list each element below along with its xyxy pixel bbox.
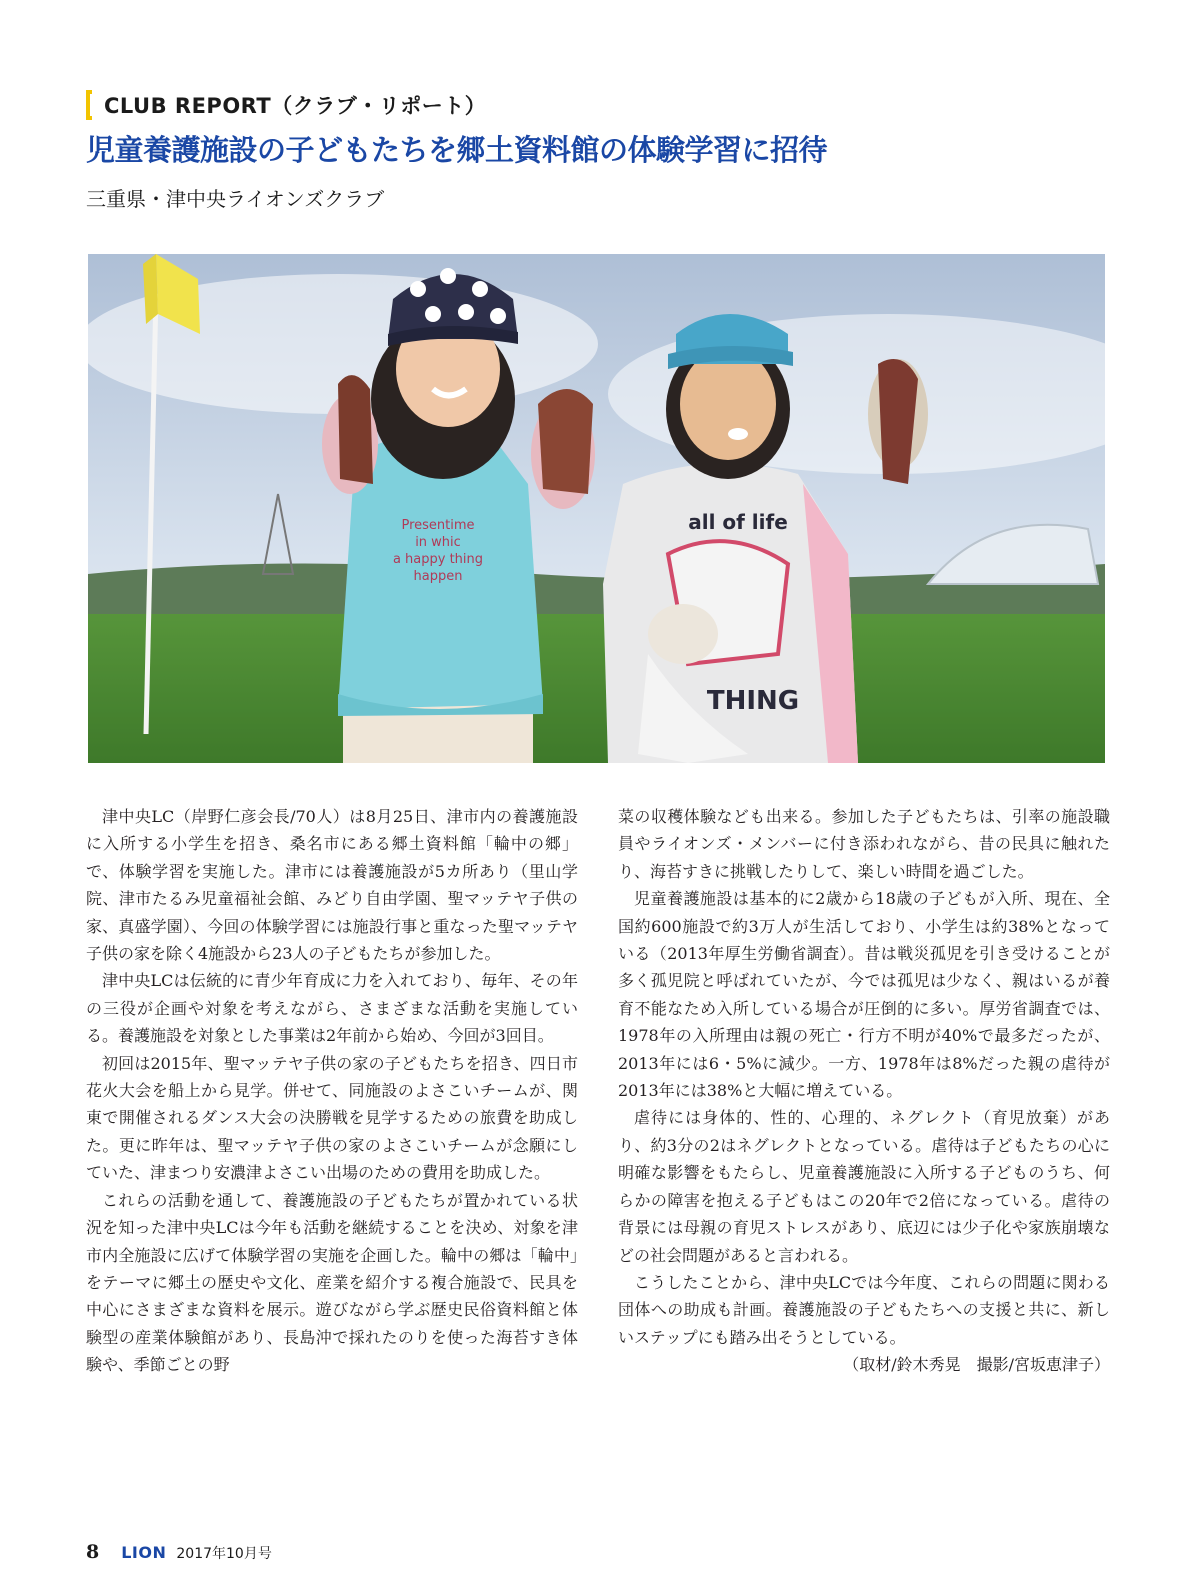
photo-illustration [88, 254, 1105, 763]
article-column-left [86, 803, 578, 1379]
section-kicker [86, 88, 486, 122]
article-paragraph: 初回は2015年、聖マッテヤ子供の家の子どもたちを招き、四日市花火大会を船上から見学。併せて、同施設のよさこいチームが、関東で開催されるダンス大会の決勝戦を見学するための旅費を助成した。更に昨年は、聖マッテヤ子供の家のよさこいチームが念願にしていた、津まつり安濃津よさこい出場のための費用を助成した。 [86, 1053, 578, 1183]
shirt-text-6: THING [706, 686, 800, 716]
article-paragraph: こうしたことから、津中央LCでは今年度、これらの問題に関わる団体への助成も計画。養護施設の子どもたちへの支援と共に、新しいステップにも踏み出そうとしている。 [618, 1272, 1110, 1347]
kicker-label: CLUB REPORT（クラブ・リポート） [104, 94, 487, 118]
kicker-bracket-mark [86, 90, 92, 120]
article-column-right [618, 803, 1110, 1379]
magazine-name: LION [121, 1543, 167, 1562]
issue-date: 2017年10月号 [176, 1546, 272, 1562]
article-paragraph: これらの活動を通して、養護施設の子どもたちが置かれている状況を知った津中央LCは今年も活動を継続することを決め、対象を津市内全施設に広げて体験学習の実施を企画した。輪中の郷は「輪中」をテーマに郷土の歴史や文化、産業を紹介する複合施設で、民具を中心にさまざまな資料を展示。遊びながら学ぶ歴史民俗資料館と体験型の産業体験館があり、長島沖で採れたのりを使った海苔すき体験や、季節ごとの野 [86, 1190, 578, 1375]
article-paragraph: 津中央LCは伝統的に青少年育成に力を入れており、毎年、その年の三役が企画や対象を考えながら、さまざまな活動を実施している。養護施設を対象とした事業は2年前から始め、今回が3回目。 [86, 971, 578, 1046]
article-paragraph: 津中央LC（岸野仁彦会長/70人）は8月25日、津市内の養護施設に入所する小学生を招き、桑名市にある郷土資料館「輪中の郷」で、体験学習を実施した。津市には養護施設が5カ所あり（里山学院、津市たるみ児童福祉会館、みどり自由学園、聖マッテヤ子供の家、真盛学園）、今回の体験学習には施設行事と重なった聖マッテヤ子供の家を除く4施設から23人の子どもたちが参加した。 [86, 807, 578, 964]
page-footer [86, 1541, 272, 1563]
shirt-text-3: a happy thing [392, 552, 484, 567]
hero-photo [88, 254, 1105, 763]
shirt-text-2: in whic [415, 535, 461, 550]
shirt-text-4: happen [413, 569, 463, 584]
page-number: 8 [86, 1541, 100, 1563]
photo-credit: （取材/鈴木秀晃 撮影/宮坂恵津子） [843, 1355, 1110, 1375]
article-paragraph: 虐待には身体的、性的、心理的、ネグレクト（育児放棄）があり、約3分の2はネグレクトとなっている。虐待は子どもたちの心に明確な影響をもたらし、児童養護施設に入所する子どものうち、何らかの障害を抱える子どもはこの20年で2倍になっている。虐待の背景には母親の育児ストレスがあり、底辺には少子化や家族崩壊などの社会問題があると言われる。 [618, 1108, 1110, 1265]
article-paragraph: 児童養護施設は基本的に2歳から18歳の子どもが入所、現在、全国約600施設で約3万人が生活しており、小学生は約38%となっている（2013年厚生労働省調査）。昔は戦災孤児を引き受けることが多く孤児院と呼ばれていたが、今では孤児は少なく、親はいるが養育不能なため入所している場合が圧倒的に多い。厚労省調査では、1978年の入所理由は親の死亡・行方不明が40%で最多だったが、2013年には6・5%に減少。一方、1978年は8%だった親の虐待が2013年には38%と大幅に増えている。 [618, 889, 1110, 1101]
article-paragraph-continued: 菜の収穫体験なども出来る。参加した子どもたちは、引率の施設職員やライオンズ・メンバーに付き添われながら、昔の民具に触れたり、海苔すきに挑戦したりして、楽しい時間を過ごした。 [618, 807, 1110, 881]
club-name: 三重県・津中央ライオンズクラブ [86, 187, 385, 211]
shirt-text-1: Presentime [401, 518, 475, 533]
article-headline: 児童養護施設の子どもたちを郷土資料館の体験学習に招待 [86, 133, 828, 167]
shirt-text-5: all of life [688, 510, 788, 534]
